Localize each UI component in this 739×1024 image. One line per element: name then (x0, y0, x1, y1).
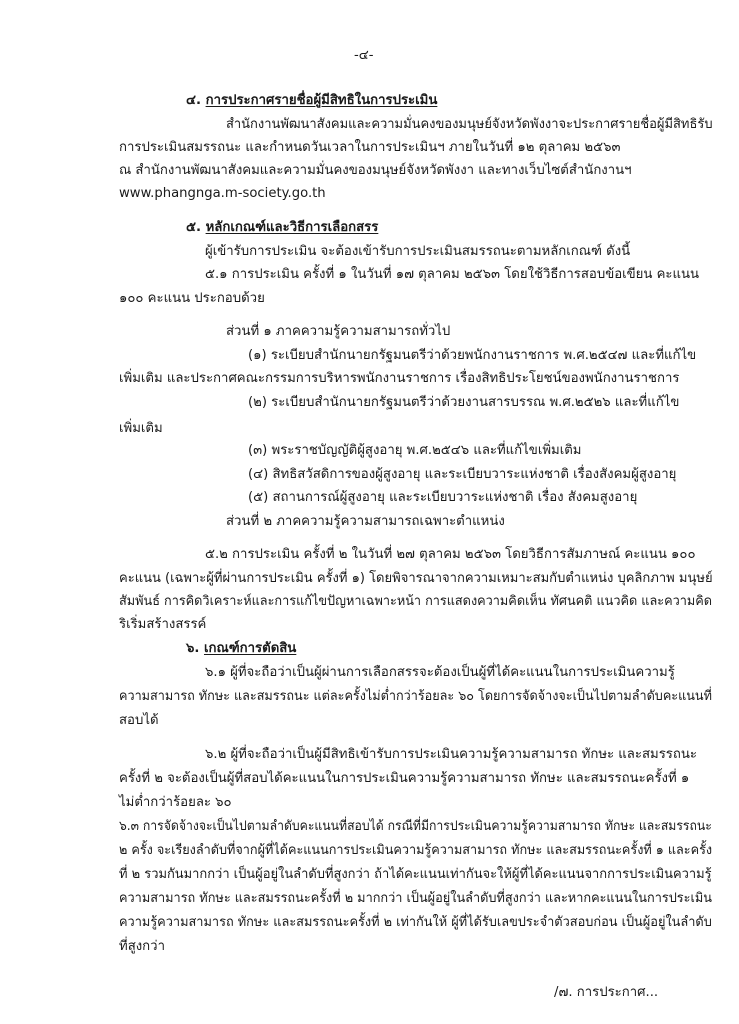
section-6-3-line: ที่ ๒ รวมกันมากกว่า เป็นผู้อยู่ในลำดับที่สูงกว่า ถ้าได้คะแนนเท่ากันจะให้ผู้ที่ได้คะแนนจากการประเมินความรู้ (119, 867, 712, 882)
item-2-line: เพิ่มเติม (119, 421, 163, 436)
section-4-line: สำนักงานพัฒนาสังคมและความมั่นคงของมนุษย์จังหวัดพังงาจะประกาศรายชื่อผู้มีสิทธิรับ (226, 117, 713, 132)
section-4-number: ๔. (186, 93, 201, 108)
section-6-number: ๖. (186, 641, 200, 656)
section-6-3-line: ที่สูงกว่า (119, 939, 165, 954)
section-6-1-line: สอบได้ (119, 713, 159, 728)
section-5-heading (186, 219, 378, 237)
section-5-2-line: สัมพันธ์ การคิดวิเคราะห์และการแก้ไขปัญหาเฉพาะหน้า การแสดงความคิดเห็น ทัศนคติ แนวคิด และความคิด (119, 594, 713, 609)
section-6-2-line: ครั้งที่ ๒ จะต้องเป็นผู้ที่สอบได้คะแนนในการประเมินความรู้ความสามารถ ทักษะ และสมรรถนะครั้งที่ ๑ (119, 771, 690, 786)
section-5-2-line: ๕.๒ การประเมิน ครั้งที่ ๒ ในวันที่ ๒๗ ตุลาคม ๒๕๖๓ โดยวิธีการสัมภาษณ์ คะแนน ๑๐๐ (205, 547, 696, 562)
section-5-intro: ผู้เข้ารับการประเมิน จะต้องเข้ารับการประเมินสมรรถนะตามหลักเกณฑ์ ดังนี้ (205, 244, 631, 259)
section-6-3-line: ความสามารถ ทักษะ และสมรรถนะครั้งที่ ๒ มากกว่า เป็นผู้อยู่ในลำดับที่สูงกว่า และหากคะแนนในการประเมิน (119, 891, 712, 906)
item-1-line: เพิ่มเติม และประกาศคณะกรรมการบริหารพนักงานราชการ เรื่องสิทธิประโยชน์ของพนักงานราชการ (119, 371, 680, 386)
section-5-1-line: ๕.๑ การประเมิน ครั้งที่ ๑ ในวันที่ ๑๗ ตุลาคม ๒๕๖๓ โดยใช้วิธีการสอบข้อเขียน คะแนน (205, 267, 700, 282)
item-1-line: (๑) ระเบียบสำนักนายกรัฐมนตรีว่าด้วยพนักงานราชการ พ.ศ.๒๕๔๗ และที่แก้ไข (248, 348, 697, 363)
section-6-title: เกณฑ์การตัดสิน (203, 641, 297, 656)
section-5-2-line: ริเริ่มสร้างสรรค์ (119, 617, 207, 632)
section-6-heading (186, 640, 296, 658)
section-4-heading (186, 92, 437, 110)
section-6-1-line: ความสามารถ ทักษะ และสมรรถนะ แต่ละครั้งไม่ต่ำกว่าร้อยละ ๖๐ โดยการจัดจ้างจะเป็นไปตามลำดับคะแนนที่ (119, 689, 712, 704)
section-6-3-line: ๒ ครั้ง จะเรียงลำดับที่จากผู้ที่ได้คะแนนการประเมินความรู้ความสามารถ ทักษะ และสมรรถนะครั้งที่ ๑ และครั้ง (119, 843, 713, 858)
section-5-title: หลักเกณฑ์และวิธีการเลือกสรร (205, 220, 379, 235)
item-5: (๕) สถานการณ์ผู้สูงอายุ และระเบียบวาระแห่งชาติ เรื่อง สังคมสูงอายุ (248, 490, 638, 505)
section-6-3-line: ความรู้ความสามารถ ทักษะ และสมรรถนะครั้งที่ ๒ เท่ากันให้ ผู้ที่ได้รับเลขประจำตัวสอบก่อน เป็นผู้อยู่ในลำดับ (119, 915, 712, 930)
section-5-number: ๕. (186, 220, 201, 235)
section-6-1-line: ๖.๑ ผู้ที่จะถือว่าเป็นผู้ผ่านการเลือกสรรจะต้องเป็นผู้ที่ได้คะแนนในการประเมินความรู้ (205, 665, 675, 680)
section-5-2-line: คะแนน (เฉพาะผู้ที่ผ่านการประเมิน ครั้งที่ ๑) โดยพิจารณาจากความเหมาะสมกับตำแหน่ง บุคลิกภาพ มนุษย์ (119, 571, 713, 586)
section-4-line: ณ สำนักงานพัฒนาสังคมและความมั่นคงของมนุษย์จังหวัดพังงา และทางเว็บไซต์สำนักงานฯ (119, 163, 632, 178)
continuation-note: /๗. การประกาศ... (554, 985, 659, 1000)
section-4-line: การประเมินสมรรถนะ และกำหนดวันเวลาในการประเมินฯ ภายในวันที่ ๑๒ ตุลาคม ๒๕๖๓ (119, 140, 621, 155)
section-6-3-line: ๖.๓ การจัดจ้างจะเป็นไปตามลำดับคะแนนที่สอบได้ กรณีที่มีการประเมินความรู้ความสามารถ ทักษะ และสมรรถนะ (119, 819, 712, 834)
part-2-heading: ส่วนที่ ๒ ภาคความรู้ความสามารถเฉพาะตำแหน่ง (226, 514, 505, 529)
section-6-2-line: ไม่ต่ำกว่าร้อยละ ๖๐ (119, 795, 232, 810)
page-number: -๔- (354, 48, 374, 63)
section-4-url: www.phangnga.m-society.go.th (119, 186, 326, 201)
item-4: (๔) สิทธิสวัสดิการของผู้สูงอายุ และระเบียบวาระแห่งชาติ เรื่องสังคมผู้สูงอายุ (248, 467, 677, 482)
section-6-2-line: ๖.๒ ผู้ที่จะถือว่าเป็นผู้มีสิทธิเข้ารับการประเมินความรู้ความสามารถ ทักษะ และสมรรถนะ (205, 747, 697, 762)
part-1-heading: ส่วนที่ ๑ ภาคความรู้ความสามารถทั่วไป (226, 324, 451, 339)
section-4-title: การประกาศรายชื่อผู้มีสิทธิในการประเมิน (205, 93, 438, 108)
item-2-line: (๒) ระเบียบสำนักนายกรัฐมนตรีว่าด้วยงานสารบรรณ พ.ศ.๒๕๒๖ และที่แก้ไข (248, 395, 680, 410)
item-3: (๓) พระราชบัญญัติผู้สูงอายุ พ.ศ.๒๕๔๖ และที่แก้ไขเพิ่มเติม (248, 443, 582, 458)
section-5-1-line: ๑๐๐ คะแนน ประกอบด้วย (119, 291, 265, 306)
